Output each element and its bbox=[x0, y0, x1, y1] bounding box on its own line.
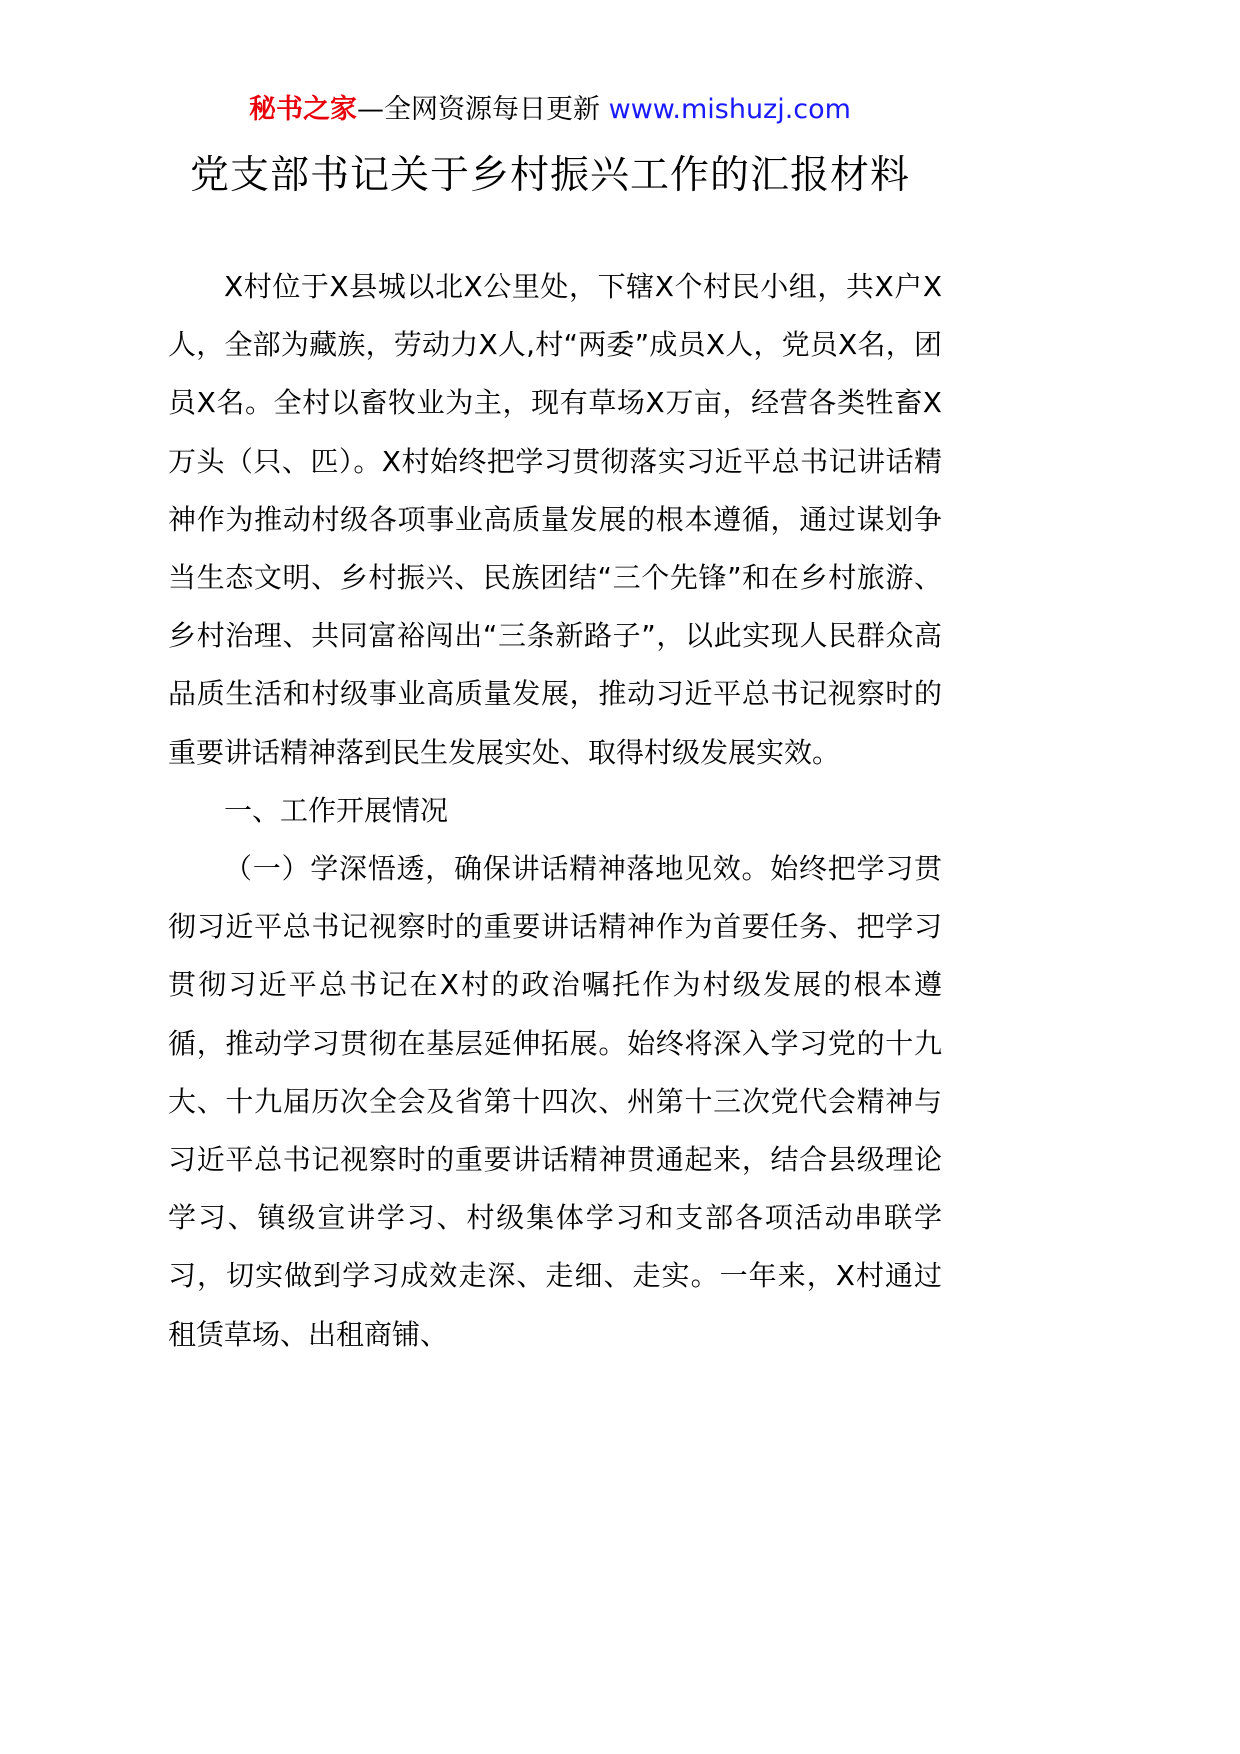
subsection-paragraph: （一）学深悟透，确保讲话精神落地见效。始终把学习贯彻习近平总书记视察时的重要讲话精神作为首要任务、把学习贯彻习近平总书记在X村的政治嘱托作为村级发展的根本遵循，推动学习贯彻在基层延伸拓展。始终将深入学习党的十九大、十九届历次全会及省第十四次、州第十三次党代会精神与习近平总书记视察时的重要讲话精神贯通起来，结合县级理论学习、镇级宣讲学习、村级集体学习和支部各项活动串联学习，切实做到学习成效走深、走细、走实。一年来，X村通过租赁草场、出租商铺、 bbox=[168, 852, 942, 1351]
intro-paragraph: X村位于X县城以北X公里处，下辖X个村民小组，共X户X人，全部为藏族，劳动力X人,村“两委”成员X人，党员X名，团员X名。全村以畜牧业为主，现有草场X万亩，经营各类牲畜X万头（只、匹）。X村始终把学习贯彻落实习近平总书记讲话精神作为推动村级各项事业高质量发展的根本遵循，通过谋划争当生态文明、乡村振兴、民族团结“三个先锋”和在乡村旅游、乡村治理、共同富裕闯出“三条新路子”，以此实现人民群众高品质生活和村级事业高质量发展，推动习近平总书记视察时的重要讲话精神落到民生发展实处、取得村级发展实效。 bbox=[168, 270, 942, 769]
document-title: 党支部书记关于乡村振兴工作的汇报材料 bbox=[189, 153, 910, 198]
site-brand: 秘书之家 bbox=[249, 94, 358, 125]
section-heading: 一、工作开展情况 bbox=[224, 793, 449, 827]
site-header bbox=[0, 90, 1100, 130]
site-tagline: —全网资源每日更新 bbox=[357, 94, 601, 125]
site-url: www.mishuzj.com bbox=[608, 94, 851, 125]
document-body bbox=[168, 258, 942, 1364]
